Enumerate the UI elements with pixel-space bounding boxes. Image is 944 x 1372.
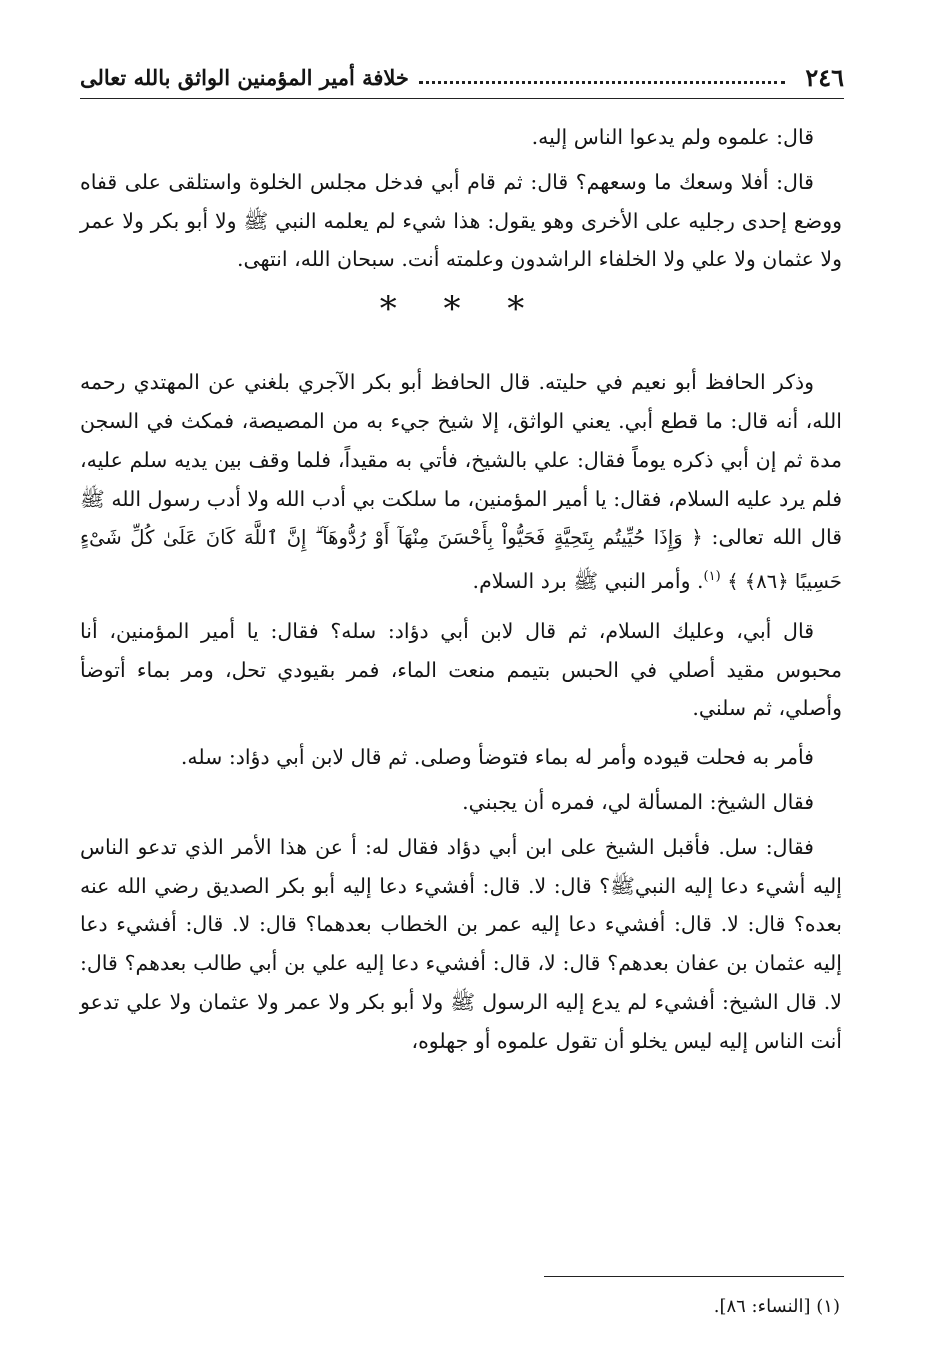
quran-verse: ﴿ وَإِذَا حُيِّيتُم بِتَحِيَّةٍ فَحَيُّواْ بِأَحْسَنَ مِنْهَآ أَوْ رُدُّوهَآ ۗ إِنَّ ٱللَّهَ كَانَ عَلَىٰ كُلِّ شَىْءٍ حَسِيبًا ﴿٨٦﴾ ﴾ — [80, 526, 842, 593]
paragraph-3-tail: . وأمر النبي ﷺ برد السلام. — [472, 569, 704, 593]
main-text — [80, 118, 842, 1071]
paragraph-4: قال أبي، وعليك السلام، ثم قال لابن أبي دؤاد: سله؟ فقال: يا أمير المؤمنين، أنا محبوس مقيد أصلي في الحبس بتيمم منعت الماء، فمر بقيودي تحل، ومر بماء أتوضأ وأصلي، ثم سلني. — [80, 618, 842, 721]
paragraph-5: فأمر به فحلت قيوده وأمر له بماء فتوضأ وصلى. ثم قال لابن أبي دؤاد: سله. — [180, 745, 814, 770]
page-number: ٢٤٦ — [805, 62, 844, 92]
paragraph-1: قال: علموه ولم يدعوا الناس إليه. — [531, 125, 814, 149]
page-header — [80, 60, 844, 94]
section-separator: * * * — [379, 289, 543, 330]
paragraph-7: فقال: سل. فأقبل الشيخ على ابن أبي دؤاد فقال له: أ عن هذا الأمر الذي تدعو الناس إليه أشيء دعا إليه النبيﷺ؟ قال: لا. قال: أفشيء دعا إليه أبو بكر الصديق رضي الله عنه بعده؟ قال: لا. قال: أفشيء دعا إليه عمر بن الخطاب بعدهما؟ قال: لا. قال: أفشيء دعا إليه عثمان بن عفان بعدهم؟ قال: لا، قال: أفشيء دعا إليه علي بن أبي طالب بعدهم؟ قال: لا. قال الشيخ: أفشيء لم يدع إليه الرسول ﷺ ولا أبو بكر ولا عمر ولا عثمان ولا علي تدعو أنت الناس إليه ليس يخلو أن تقول علموه أو جهلوه، — [80, 834, 842, 1053]
running-title: خلافة أمير المؤمنين الواثق بالله تعالى — [80, 64, 409, 90]
paragraph-3-text: وذكر الحافظ أبو نعيم في حليته. قال الحافظ أبو بكر الآجري بلغني عن المهتدي رحمه الله، أنه قال: ما قطع أبي. يعني الواثق، إلا شيخ جيء به من المصيصة، فمكث في السجن مدة ثم إن أبي ذكره يوماً فقال: علي بالشيخ، فأتي به مقيداً، فلما وقف بين يديه سلم عليه، فلم يرد عليه السلام، فقال: يا أمير المؤمنين، ما سلكت بي أدب الله ولا أدب رسول الله ﷺ قال الله تعالى: — [80, 370, 842, 550]
header-rule — [80, 98, 844, 99]
paragraph-3 — [80, 363, 842, 602]
header-dot-leader — [419, 71, 785, 84]
paragraph-6: فقال الشيخ: المسألة لي، فمره أن يجبني. — [462, 789, 814, 814]
footnote-rule — [544, 1276, 844, 1277]
footnote: (١) [النساء: ٨٦]. — [713, 1296, 840, 1317]
paragraph-2: قال: أفلا وسعك ما وسعهم؟ قال: ثم قام أبي فدخل مجلس الخلوة واستلقى على قفاه ووضع إحدى رجليه على الأخرى وهو يقول: هذا شيء لم يعلمه النبي ﷺ ولا أبو بكر ولا عمر ولا عثمان ولا علي ولا الخلفاء الراشدون وعلمته أنت. سبحان الله، انتهى. — [80, 169, 842, 272]
footnote-ref: (١) — [703, 569, 721, 585]
